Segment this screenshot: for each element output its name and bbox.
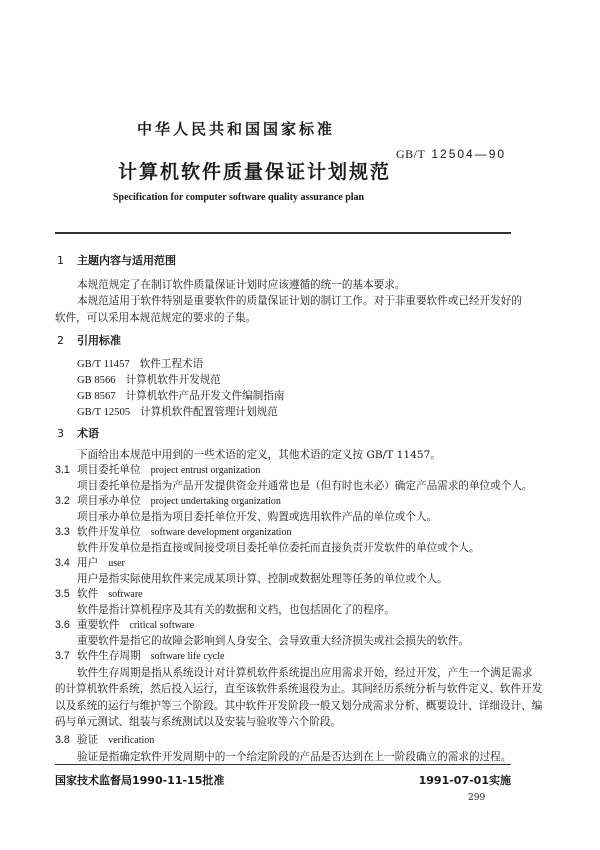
approval-date: 国家技术监督局1990-11-15批准 [55,774,225,787]
term-zh: 验证 [77,734,99,746]
section-number: 2 [57,334,64,347]
section-title: 引用标准 [77,334,121,347]
term-heading [55,586,143,601]
paragraph: 本规范规定了在制订软件质量保证计划时应该遵循的统一的基本要求。 [77,279,406,291]
term-definition: 项目委托单位是指为产品开发提供资金并通常也是（但有时也未必）确定产品需求的单位或个人。 [77,480,533,492]
page-number: 299 [468,793,486,803]
section-title: 术语 [77,427,99,440]
term-definition: 项目承办单位是指为项目委托单位开发、购置或选用软件产品的单位或个人。 [77,511,438,523]
term-number: 3.3 [55,526,70,538]
term-zh: 软件生存周期 [77,650,141,662]
reference-item [77,372,221,387]
term-definition: 的计算机软件系统，然后投入运行，直至该软件系统退役为止。其间经历系统分析与软件定义、软件开发 [55,683,543,695]
reference-code: GB/T 12505 [77,407,131,418]
term-definition: 验证是指确定软件开发周期中的一个给定阶段的产品是否达到在上一阶段确立的需求的过程。 [77,751,512,763]
term-heading [55,524,291,539]
section-1-heading [57,252,176,268]
standard-number [396,147,506,162]
term-en: project undertaking organization [150,496,281,507]
term-en: software [108,589,143,600]
standard-code: 12504—90 [431,147,507,161]
document-title: 计算机软件质量保证计划规范 [118,161,392,183]
reference-name: 软件工程术语 [139,358,204,370]
term-heading [55,493,281,508]
reference-name: 计算机软件开发规范 [125,374,221,386]
term-number: 3.8 [55,734,70,746]
term-definition: 软件开发单位是指直接或间接受项目委托单位委托而直接负责开发软件的单位或个人。 [77,542,480,554]
paragraph: 软件，可以采用本规范规定的要求的子集。 [55,312,257,324]
reference-item [77,356,203,371]
term-en: software life cycle [150,651,225,662]
term-zh: 重要软件 [77,619,120,631]
section-2-heading [57,332,121,348]
term-en: project entrust organization [150,465,261,476]
term-zh: 项目委托单位 [77,464,141,476]
reference-code: GB 8566 [77,375,116,386]
section-number: 3 [57,427,64,440]
term-number: 3.2 [55,495,70,507]
section-number: 1 [57,254,64,267]
term-number: 3.5 [55,588,70,600]
document-title-en: Specification for computer software quality assurance plan [113,192,365,203]
term-heading [55,462,260,477]
term-zh: 用户 [77,557,99,569]
term-heading [55,648,224,663]
standard-prefix: GB/T [396,147,426,161]
term-en: software development organization [150,527,292,538]
term-heading [55,617,194,632]
term-definition: 以及系统的运行与维护等三个阶段。其中软件开发阶段一般又划分成需求分析、概要设计、详细设计、编 [55,700,543,712]
footer-divider [55,764,511,765]
term-definition: 软件生存周期是指从系统设计对计算机软件系统提出应用需求开始，经过开发，产生一个满足需求 [77,667,533,679]
term-zh: 软件 [77,588,99,600]
paragraph: 本规范适用于软件特别是重要软件的质量保证计划的制订工作。对于非重要软件或已经开发好的 [77,295,522,307]
reference-name: 计算机软件产品开发文件编制指南 [125,390,285,402]
reference-item [77,404,278,419]
section-3-heading [57,425,99,441]
reference-item [77,388,284,403]
term-en: critical software [129,620,195,631]
term-en: verification [108,735,155,746]
term-number: 3.7 [55,650,70,662]
reference-name: 计算机软件配置管理计划规范 [140,406,278,418]
term-definition: 用户是指实际使用软件来完成某项计算、控制或数据处理等任务的单位或个人。 [77,573,448,585]
effective-date: 1991-07-01实施 [418,774,511,787]
section-title: 主题内容与适用范围 [77,254,176,267]
country-standard-heading: 中华人民共和国国家标准 [137,120,336,138]
term-zh: 软件开发单位 [77,526,141,538]
term-heading [55,555,125,570]
term-number: 3.4 [55,557,70,569]
term-definition: 软件是指计算机程序及其有关的数据和文档，也包括固化了的程序。 [77,604,395,616]
term-number: 3.1 [55,464,70,476]
header-divider [55,232,511,234]
term-zh: 项目承办单位 [77,495,141,507]
term-number: 3.6 [55,619,70,631]
term-definition: 重要软件是指它的故障会影响到人身安全、会导致重大经济损失或社会损失的软件。 [77,635,469,647]
term-heading [55,732,154,747]
paragraph: 下面给出本规范中用到的一些术语的定义，其他术语的定义按 GB/T 11457。 [77,449,441,461]
term-definition: 码与单元测试、组装与系统测试以及安装与验收等六个阶段。 [55,716,342,728]
reference-code: GB 8567 [77,391,116,402]
reference-code: GB/T 11457 [77,359,130,370]
term-en: user [108,558,125,569]
